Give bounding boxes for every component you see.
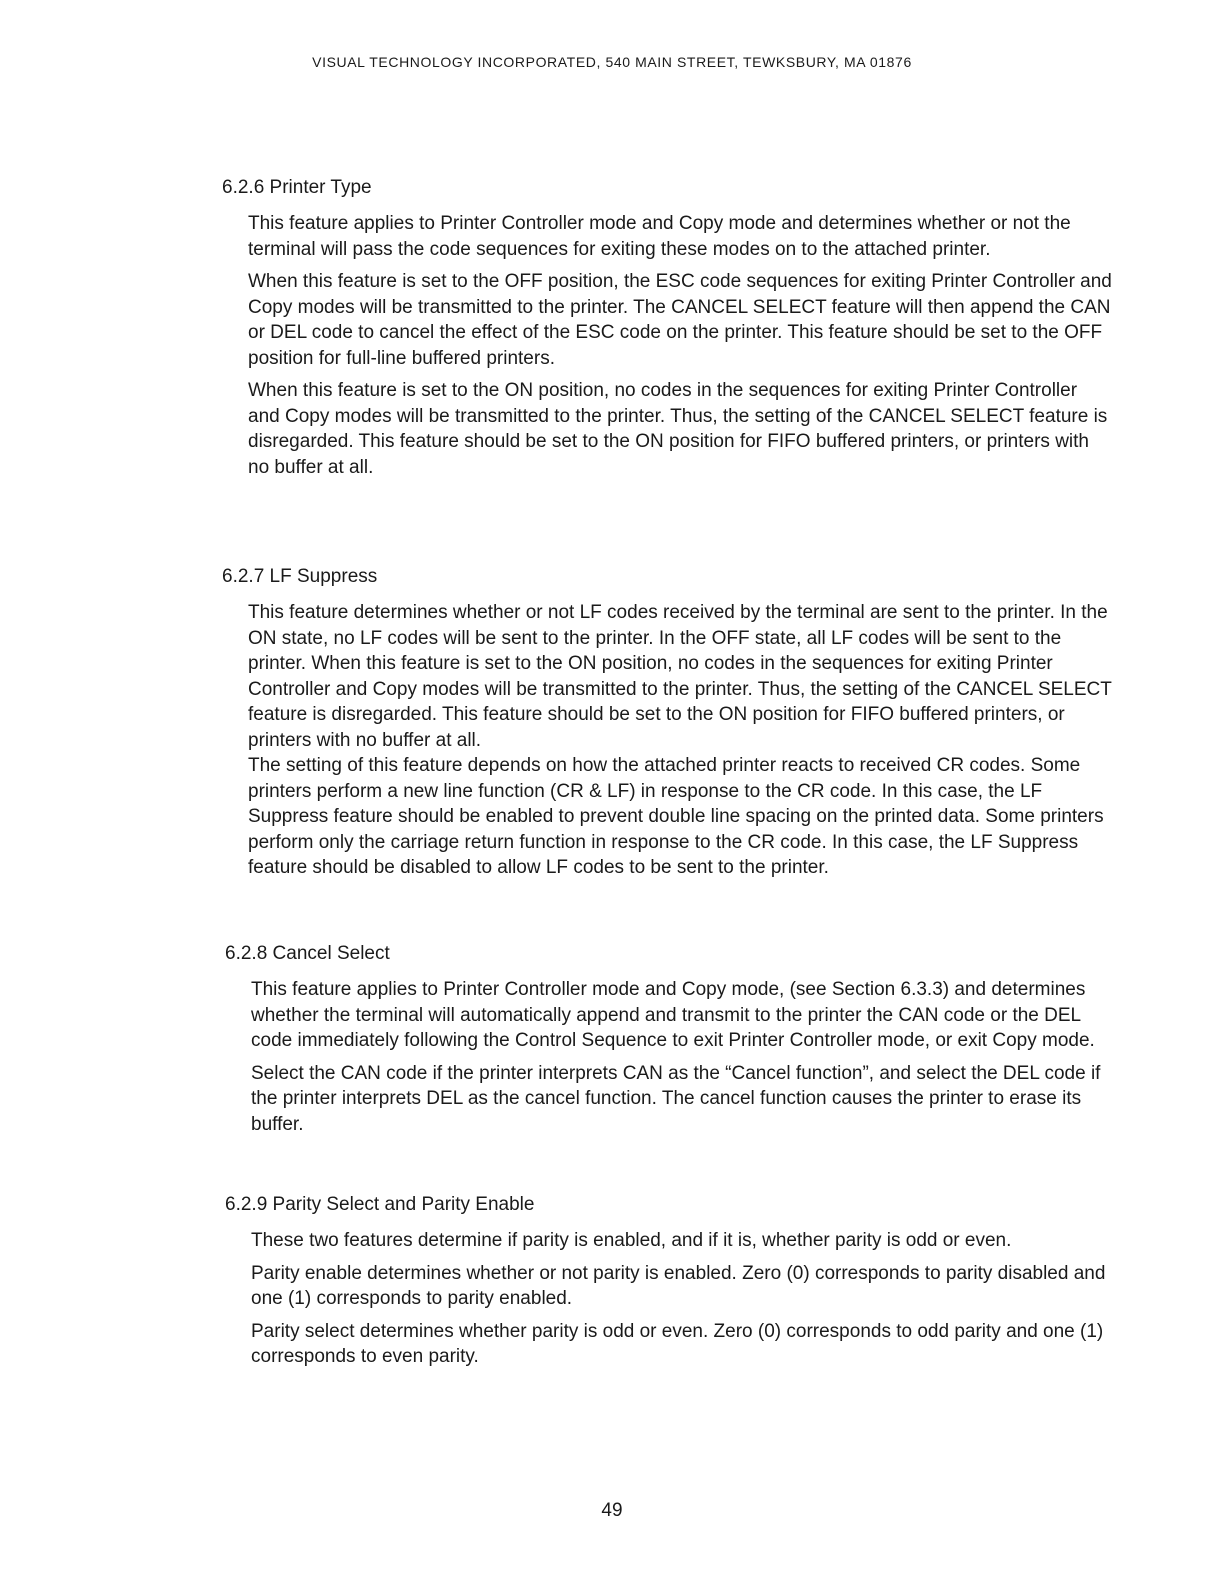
section-cancel-select [225,941,1115,1144]
page-header: VISUAL TECHNOLOGY INCORPORATED, 540 MAIN STREET, TEWKSBURY, MA 01876 [312,54,912,70]
paragraph: When this feature is set to the OFF position, the ESC code sequences for exiting Printer Controller and Copy modes will be transmitted to the printer. The CANCEL SELECT feature will then append the CAN or DEL code to cancel the effect of the ESC code on the printer. This feature should be set to the OFF position for full-line buffered printers. [248,271,1112,369]
paragraph: The setting of this feature depends on how the attached printer reacts to received CR codes. Some printers perform a new line function (CR & LF) in response to the CR code. In this case, the LF Suppress feature should be enabled to prevent double line spacing on the printed data. Some printers perform only the carriage return function in response to the CR code. In this case, the LF Suppress feature should be disabled to allow LF codes to be sent to the printer. [248,755,1104,878]
section-printer-type [222,175,1112,487]
section-heading: 6.2.6 Printer Type [222,177,372,198]
section-heading: 6.2.7 LF Suppress [222,566,378,587]
section-heading: 6.2.9 Parity Select and Parity Enable [225,1194,535,1215]
paragraph: Parity select determines whether parity is odd or even. Zero (0) corresponds to odd parity and one (1) corresponds to even parity. [251,1320,1104,1367]
section-lf-suppress [222,564,1112,888]
paragraph: Parity enable determines whether or not parity is enabled. Zero (0) corresponds to parity disabled and one (1) corresponds to parity enabled. [251,1262,1106,1309]
paragraph: This feature determines whether or not LF codes received by the terminal are sent to the printer. In the ON state, no LF codes will be sent to the printer. In the OFF state, all LF codes will be sent to the printer. When this feature is set to the ON position, no codes in the sequences for exiting Printer Controller and Copy modes will be transmitted to the printer. Thus, the setting of the CANCEL SELECT feature is disregarded. This feature should be set to the ON position for FIFO buffered printers, or printers with no buffer at all. [248,602,1112,751]
section-parity [225,1192,1115,1377]
paragraph: This feature applies to Printer Controller mode and Copy mode and determines whether or not the terminal will pass the code sequences for exiting these modes on to the attached printer. [248,213,1071,260]
page-number: 49 [601,1500,623,1521]
paragraph: When this feature is set to the ON position, no codes in the sequences for exiting Printer Controller and Copy modes will be transmitted to the printer. Thus, the setting of the CANCEL SELECT feature is disregarded. This feature should be set to the ON position for FIFO buffered printers, or printers with no buffer at all. [248,380,1108,478]
paragraph: Select the CAN code if the printer interprets CAN as the “Cancel function”, and select the DEL code if the printer interprets DEL as the cancel function. The cancel function causes the printer to erase its buffer. [251,1062,1101,1135]
section-heading: 6.2.8 Cancel Select [225,943,390,964]
paragraph: This feature applies to Printer Controller mode and Copy mode, (see Section 6.3.3) and determines whether the terminal will automatically append and transmit to the printer the CAN code or the DEL code immediately following the Control Sequence to exit Printer Controller mode, or exit Copy mode. [251,979,1095,1051]
paragraph: These two features determine if parity is enabled, and if it is, whether parity is odd or even. [251,1230,1012,1251]
